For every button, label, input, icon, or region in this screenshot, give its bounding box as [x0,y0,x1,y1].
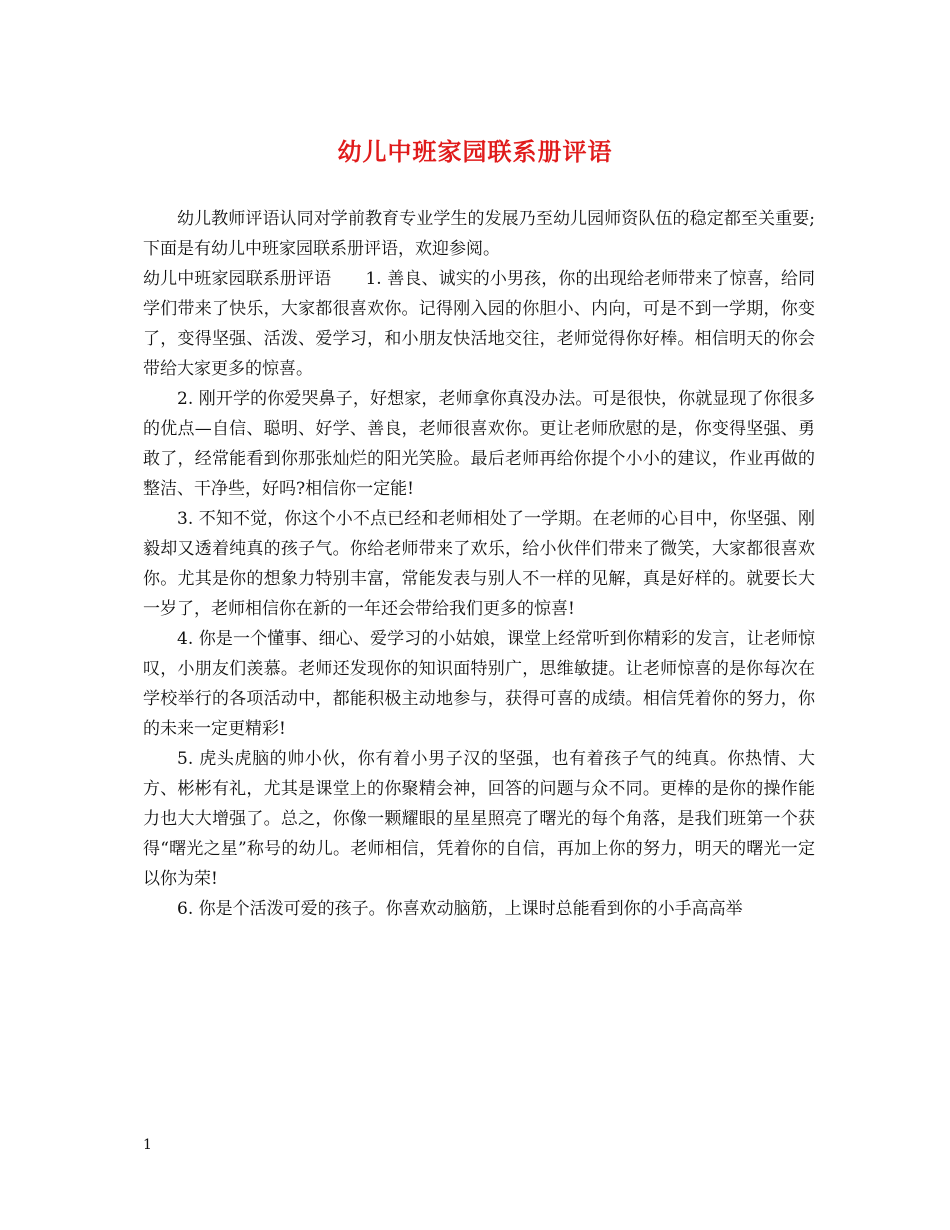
intro-paragraph: 幼儿教师评语认同对学前教育专业学生的发展乃至幼儿园师资队伍的稳定都至关重要;下面是有幼儿中班家园联系册评语，欢迎参阅。 [143,209,815,259]
comment-paragraph-3: 3. 不知不觉，你这个小不点已经和老师相处了一学期。在老师的心目中，你坚强、刚毅却又透着纯真的孩子气。你给老师带来了欢乐，给小伙伴们带来了微笑，大家都很喜欢你。尤其是你的想象力特别丰富，常能发表与别人不一样的见解，真是好样的。就要长大一岁了，老师相信你在新的一年还会带给我们更多的惊喜! [143,509,815,619]
comment-paragraph-2: 2. 刚开学的你爱哭鼻子，好想家，老师拿你真没办法。可是很快，你就显现了你很多的优点—自信、聪明、好学、善良，老师很喜欢你。更让老师欣慰的是，你变得坚强、勇敢了，经常能看到你那张灿烂的阳光笑脸。最后老师再给你提个小小的建议，作业再做的整洁、干净些，好吗?相信你一定能! [143,389,815,499]
page-title: 幼儿中班家园联系册评语 [337,137,613,166]
comment-paragraph-1: 幼儿中班家园联系册评语 1. 善良、诚实的小男孩，你的出现给老师带来了惊喜，给同学们带来了快乐，大家都很喜欢你。记得刚入园的你胆小、内向，可是不到一学期，你变了，变得坚强、活泼、爱学习，和小朋友快活地交往，老师觉得你好棒。相信明天的你会带给大家更多的惊喜。 [143,269,815,379]
page-number: 1 [143,1137,152,1153]
document-body [143,204,815,924]
comment-paragraph-6: 6. 你是个活泼可爱的孩子。你喜欢动脑筋，上课时总能看到你的小手高高举 [177,899,743,919]
comment-paragraph-4: 4. 你是一个懂事、细心、爱学习的小姑娘，课堂上经常听到你精彩的发言，让老师惊叹，小朋友们羡慕。老师还发现你的知识面特别广，思维敏捷。让老师惊喜的是你每次在学校举行的各项活动中，都能积极主动地参与，获得可喜的成绩。相信凭着你的努力，你的未来一定更精彩! [143,629,815,739]
comment-paragraph-5: 5. 虎头虎脑的帅小伙，你有着小男子汉的坚强，也有着孩子气的纯真。你热情、大方、彬彬有礼，尤其是课堂上的你聚精会神，回答的问题与众不同。更棒的是你的操作能力也大大增强了。总之，你像一颗耀眼的星星照亮了曙光的每个角落，是我们班第一个获得“曙光之星”称号的幼儿。老师相信，凭着你的自信，再加上你的努力，明天的曙光一定以你为荣! [143,749,815,889]
